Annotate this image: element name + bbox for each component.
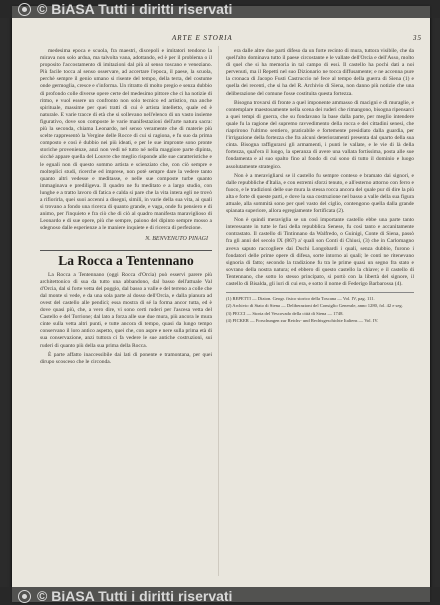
section-paragraph: La Rocca a Tentennano (oggi Rocca d'Orcia) può esservi parere più architettonico di sua da tutto una abbandono, dal basso dell'attuale Val d'Orcia, dal sì forte vetta del poggio, dal basso a valle e del terreno a colle che dal monte si vede, e da una sola parte al dosso dell'Orcia, e dalla pianura ad ovest del castello alle pendici; essa mostra di sé la forma ancor tutta, ed è dove quasi più, che, a vero dire, vi sono certi ruderi per l'ascesa vetta del Castello e del Torrione; dal lato a forza alle sue due mura, più ancora le mura cinte sulla vetta altri punti, e tutte ancora di tempo, quasi da lungo tempo conservano il loro antico aspetto, quei che, con aspre e nere sulla prima età di sua conservazione, anzi tuttora ci fa vedere le sue antiche costruzioni, sui ruderi di quanto più della sua prima della Rocca.: [40, 271, 212, 349]
document-page: [12, 6, 430, 602]
page-number: 35: [413, 34, 422, 42]
watermark-bar-top: [0, 0, 440, 18]
left-column: [40, 48, 212, 368]
footnote: (3) PECCI — Storia del Vescovado della città di Siena — 1748.: [226, 310, 344, 316]
section-title: La Rocca a Tentennano: [58, 252, 194, 268]
right-paragraph: Non è a meravigliarsi se il castello fu sempre conteso e bramato dai signori, e dalle repubbliche d'Italia, e con estremi sforzi tenuto, e all'esterno attorno con ferro e fuoco, e le tradizioni delle sue mura la stessa rocca ancora del quale pur di dire la più alta e forte di queste parti, e dove la sua costruzione nel basso a valle della sua figura attuale, alla sommità sono per quel vasto del ciglio, contengono quella dalla grande spianata superiore, allora egregiamente fortificata (2).: [226, 172, 414, 215]
right-paragraph: Non è quindi meraviglia se un così importante castello ebbe una parte tanto interessante in tutte le fasi della repubblica Senese, fu così tanto e accanitamente contrastato. Il castello di Tintinnano da Walfredo, o Guinigi, Conte di Siena, passò fra gli anni del secolo IX (867) a' quali son Conti di Chiusi, (3) che in Carlomagno aveva saputo raccogliere dai Duchi Longobardi i quali, senza dubbio, furono i fondatori delle prime opere di difesa, sorte intorno ai quali; le conti ne ritenevano signoria di fatto; secondo la tradizione fu tra le prime quasi un segno fra stato e sovrano della nostra natura; ed ebbero di questo castello la chiave; e il castello di Tentennano, che sotto lo stesso principato, si portò con la libertà del signore, il castello di Bisalda, gli iuri di cui era, e sotto il nome di Federigo Barbarossa (4).: [226, 217, 414, 287]
watermark-bar-bottom: [0, 587, 440, 605]
right-paragraph: era dalle altre due parti difeso da un forte recinto di mura, tuttora visibile, che da quell'alto dominava tutto il paese circostante e le vallate dell'Orcia e dell'Asso, molto di quel che si ha memoria in tal campo di essi. Il castello ha pochi dati a noi pervenuti, ma il Repetti nel suo Dizionario ne tocca diffusamente; e ne accenna pure la cronaca di Jacopo Fusti Castruccio né fece al tempo della guerra di Siena (1) e quella dei recenti, che si ha del R. Archivio di Siena, non danno più notizie che una deliberazione del comune fosse costituita questa fortezza.: [226, 48, 414, 97]
right-column: [226, 48, 414, 325]
copyright-logo-icon: [18, 590, 31, 603]
footnote: (2) Archivio di Stato di Siena — Deliberazioni del Consiglio Generale, anno 1280, fol. 42 e seg.: [226, 303, 403, 309]
footnote: (4) FICKER — Forschungen zur Reichs- und Rechtsgeschichte Italiens — Vol. IV.: [226, 317, 379, 323]
header-title: ARTE E STORIA: [172, 34, 233, 42]
running-header: [172, 34, 422, 42]
watermark-text: © BiASA Tutti i diritti riservati: [37, 1, 233, 17]
article-signature: N. BENVENUTO PINAGI: [145, 236, 208, 243]
footnote: (1) REPETTI — Dizion. Geogr. fisico storico della Toscana — Vol. IV, pag. 111.: [226, 296, 375, 302]
section-paragraph: È parte affatto inaccessibile dai lati di ponente e tramontana, per quei dirupo scosceso che le circonda.: [40, 351, 212, 365]
left-paragraph: medesima epoca e scuola, fra maestri, discepoli e imitatori tendono la mirava non solo ardua, ma talvolta vana, adottando, ed è per il problema o il proposito l'accostamento di imitazioni dal più al senso toscano e veneziano. Più facile tocca al senso osservare, ad accertare l'epoca, il paese, la scuola, perchè sempre il genio umano si risente del tempo, della terra, del costume onde germoglia, cresce e s'informa. Un ritratto di molto pregio e senza dubbio di profondo colle diverse opere certe del medesimo pittore che ci ha notizie di ritmo, e vuol essere un confronto non solo tecnico ed artistico, ma anche spirituale, massime per quei tratti di cui è artista intelletto, quale ed è naturale. E varie tracce di età che si sollevano nell'elenco di un vasto insieme figurativo, dove son composte le varie manifestazioni dell'arte natura sacra: più la seconda, chiama Leonardo, nel senso veramente che di materie più scelte rappresentò la Vergine delle Rocce di cui si ragiona, e fu suo da prima composto e così è dubbio nei più ideati, e per le sue impronte sono pronte storiche provenienze, anzi non vedi né tutto né nella maggiore parte dipinta, sicché appare quella del Louvre che meglio risponde alle sue caratteristiche e le eguali non di questo sommo artista e scienziato che, con ciò sempre e molteplici studi, ricerche ed imprese, non potè sempre dare la vedere tanto quanto altri vedesse e meditasse, e nelle sue composte turbe quanto immaginava e prediligeva. Il quadro ne fu meditato e a largo studio, con lunghe e a tratto lavoro di fatica e calda si pare che la vita intera egli ne trovò a rifiorirla, quei suoi accenni a disegni, simili, in varie della sua vita, ai quali si trovano a fondo una ricerca di quanto grande, e vaga, onde fu pensiero e di animo, per l'inquieto e fra ciò che di ciò al quadro manifesta maraviglioso di Leonardo e di sue opere, più che sempre, paiono del dipinto sempre mosso a sdegnoso dalle esperienze a le maniere inquiete e di ricerca di perfezione.: [40, 48, 212, 232]
section-divider: [40, 250, 212, 251]
column-gutter: [218, 46, 219, 576]
right-paragraph: Bisogna trovarsi di fronte a quel imponente ammasso di macigni e di muraglie, e contemplare maestosamente nella scena dei ruderi che rimangono, bisogna ripensarci a quei tempi di guerra, che su fondavano la base dalla parte, per meglio intendere quale fu la ragione del supremo ravvedimento della rocca e dei cittadini senesi, che riaprirono l'ultimo sentiero, praticabile e fortemente presidiato dalla guardia, per l'irrigazione della fortezza che fra alcuni deterioramenti presenta dal quarto della sua cinta. Bisogna raffigurarsi gli armamenti, i punti le vallate, e le vie di là della fortezza, qual'era il luogo, la speranza di avere una vallata fortissima, posta alle sue fondamenta e al suo spalto fino al fondo di cui sono di tutto il dominio e luogo assolutamente strategico.: [226, 99, 414, 170]
copyright-logo-icon: [18, 3, 31, 16]
watermark-text: © BiASA Tutti i diritti riservati: [37, 588, 233, 604]
footnotes: [226, 292, 414, 324]
